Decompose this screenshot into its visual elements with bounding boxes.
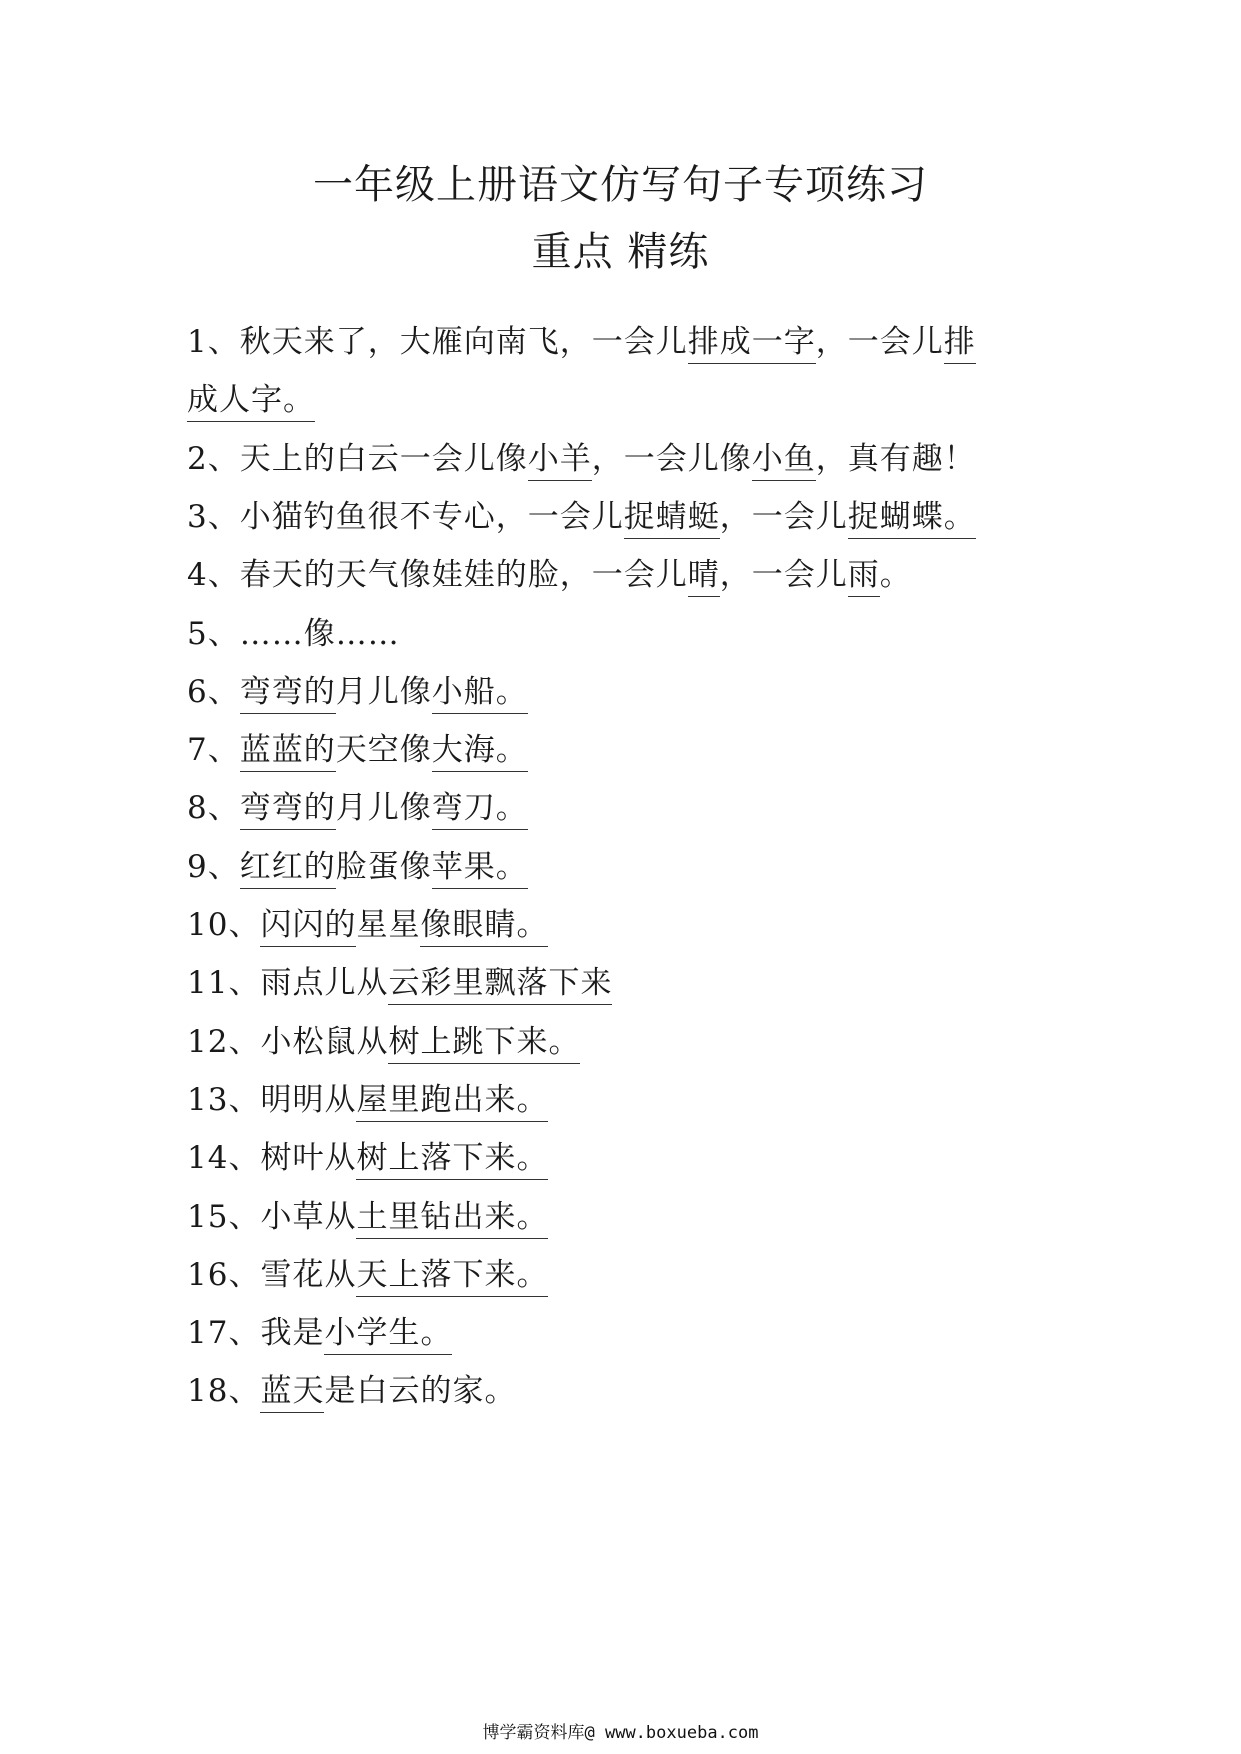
underlined-answer: 排成一字 bbox=[688, 324, 816, 364]
exercise-number: 3、 bbox=[187, 498, 240, 535]
exercise-number: 11、 bbox=[187, 965, 261, 1002]
exercise-line bbox=[187, 324, 976, 360]
sentence-text: 小草从 bbox=[260, 1198, 357, 1235]
underlined-answer: 闪闪的 bbox=[260, 907, 356, 947]
sentence-text: 。 bbox=[879, 557, 912, 594]
document-title: 一年级上册语文仿写句子专项练习 bbox=[313, 162, 928, 208]
sentence-text: 星星 bbox=[356, 907, 421, 943]
sentence-text: 我是 bbox=[260, 1315, 325, 1352]
sentence-text: 天空像 bbox=[335, 732, 432, 769]
underlined-answer: 弯弯的 bbox=[240, 790, 336, 830]
underlined-answer: 大海。 bbox=[432, 732, 528, 772]
sentence-text: ，一会儿 bbox=[719, 498, 848, 535]
sentence-text: 春天的天气像娃娃的脸，一会儿 bbox=[239, 557, 688, 594]
sentence-text: ，一会儿 bbox=[815, 324, 944, 360]
sentence-text: 雨点儿从 bbox=[260, 965, 389, 1002]
underlined-answer: 排 bbox=[944, 324, 976, 364]
exercise-line bbox=[187, 440, 976, 477]
underlined-answer: 天上落下来。 bbox=[356, 1257, 548, 1297]
exercise-line bbox=[187, 1140, 549, 1177]
exercise-number: 6、 bbox=[187, 673, 240, 710]
exercise-line bbox=[187, 1081, 549, 1118]
sentence-text: 小猫钓鱼很不专心，一会儿 bbox=[239, 498, 624, 535]
underlined-answer: 晴 bbox=[688, 557, 720, 597]
sentence-text: 小松鼠从 bbox=[260, 1023, 389, 1060]
exercise-number: 7、 bbox=[187, 732, 240, 769]
sentence-text: 是白云的家。 bbox=[324, 1373, 517, 1410]
sentence-text: ，一会儿像 bbox=[591, 440, 752, 477]
footer-watermark: 博学霸资料库@ www.boxueba.com bbox=[482, 1723, 759, 1743]
exercise-line bbox=[187, 498, 976, 535]
underlined-answer: 小船。 bbox=[432, 674, 528, 714]
exercise-number: 8、 bbox=[187, 790, 240, 827]
exercise-line bbox=[187, 557, 912, 594]
underlined-answer: 弯刀。 bbox=[432, 790, 528, 830]
underlined-answer: 蓝天 bbox=[260, 1373, 324, 1413]
exercise-number: 14、 bbox=[187, 1140, 261, 1177]
underlined-answer: 成人字。 bbox=[187, 382, 315, 422]
underlined-answer: 雨 bbox=[848, 557, 880, 597]
sentence-text: 月儿像 bbox=[335, 673, 432, 710]
underlined-answer: 苹果。 bbox=[432, 849, 528, 889]
underlined-answer: 小羊 bbox=[528, 441, 592, 481]
exercise-number: 1、 bbox=[187, 324, 240, 360]
sentence-text: ，真有趣！ bbox=[815, 440, 976, 477]
exercise-line bbox=[187, 848, 528, 885]
underlined-answer: 树上跳下来。 bbox=[388, 1024, 580, 1064]
underlined-answer: 云彩里飘落下来 bbox=[388, 965, 612, 1005]
exercise-number: 4、 bbox=[187, 557, 240, 594]
exercise-line bbox=[187, 673, 528, 710]
exercise-number: 10、 bbox=[187, 907, 261, 943]
exercise-line bbox=[187, 1315, 453, 1352]
underlined-answer: 小学生。 bbox=[324, 1315, 452, 1355]
underlined-answer: 红红的 bbox=[240, 849, 336, 889]
sentence-text: 月儿像 bbox=[335, 790, 432, 827]
exercise-line bbox=[187, 907, 549, 943]
underlined-answer: 弯弯的 bbox=[240, 674, 336, 714]
document-subtitle: 重点 精练 bbox=[531, 229, 710, 275]
exercise-line bbox=[187, 615, 400, 652]
sentence-text: ……像…… bbox=[239, 615, 400, 652]
underlined-answer: 小鱼 bbox=[752, 441, 816, 481]
exercise-line bbox=[187, 965, 613, 1002]
sentence-text: ，一会儿 bbox=[719, 557, 848, 594]
exercise-number: 18、 bbox=[187, 1373, 261, 1410]
exercise-line bbox=[187, 382, 315, 419]
sentence-text: 秋天来了，大雁向南飞，一会儿 bbox=[239, 324, 688, 360]
underlined-answer: 屋里跑出来。 bbox=[356, 1082, 548, 1122]
sentence-text: 脸蛋像 bbox=[335, 848, 432, 885]
exercise-line bbox=[187, 1198, 549, 1235]
exercise-number: 17、 bbox=[187, 1315, 261, 1352]
underlined-answer: 土里钻出来。 bbox=[356, 1199, 548, 1239]
sentence-text: 雪花从 bbox=[260, 1256, 357, 1293]
underlined-answer: 捉蜻蜓 bbox=[624, 499, 720, 539]
exercise-line bbox=[187, 1373, 517, 1410]
underlined-answer: 捉蝴蝶。 bbox=[848, 499, 976, 539]
exercise-number: 9、 bbox=[187, 848, 240, 885]
sentence-text: 天上的白云一会儿像 bbox=[239, 440, 528, 477]
underlined-answer: 树上落下来。 bbox=[356, 1140, 548, 1180]
sentence-text: 明明从 bbox=[260, 1081, 357, 1118]
sentence-text: 树叶从 bbox=[260, 1140, 357, 1177]
exercise-line bbox=[187, 790, 528, 827]
exercise-line bbox=[187, 1256, 549, 1293]
exercise-number: 13、 bbox=[187, 1081, 261, 1118]
exercise-line bbox=[187, 1023, 581, 1060]
exercise-number: 5、 bbox=[187, 615, 240, 652]
exercise-number: 2、 bbox=[187, 440, 240, 477]
underlined-answer: 蓝蓝的 bbox=[240, 732, 336, 772]
exercise-line bbox=[187, 732, 528, 769]
underlined-answer: 像眼睛。 bbox=[420, 907, 548, 947]
exercise-number: 16、 bbox=[187, 1256, 261, 1293]
exercise-number: 12、 bbox=[187, 1023, 261, 1060]
exercise-number: 15、 bbox=[187, 1198, 261, 1235]
